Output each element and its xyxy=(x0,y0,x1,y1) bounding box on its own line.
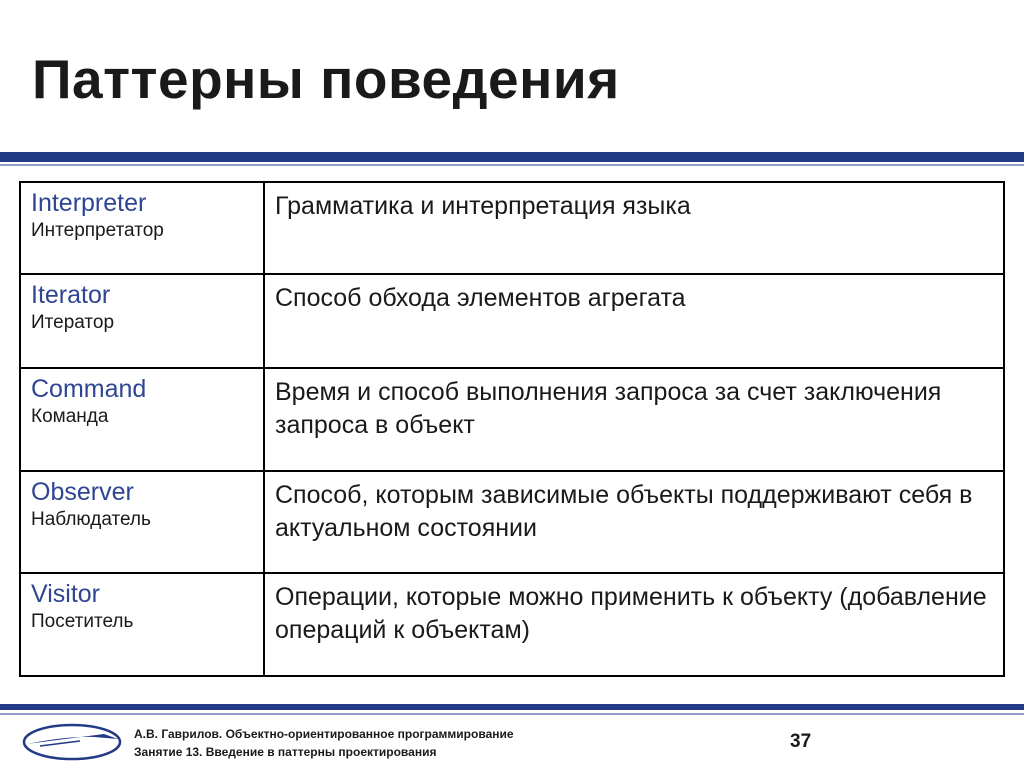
pattern-description-cell xyxy=(264,274,1004,368)
slide-title: Паттерны поведения xyxy=(32,48,620,110)
footer-lesson: Занятие 13. Введение в паттерны проектирования xyxy=(134,745,437,759)
pattern-description-cell xyxy=(264,471,1004,573)
pattern-name-cell xyxy=(20,471,264,573)
footer-author-course: А.В. Гаврилов. Объектно-ориентированное программирование xyxy=(134,727,514,741)
table-row xyxy=(20,471,1004,573)
pattern-description-cell xyxy=(264,368,1004,471)
pattern-description-cell xyxy=(264,182,1004,274)
pattern-name-en: Interpreter xyxy=(31,189,147,217)
pattern-description: Грамматика и интерпретация языка xyxy=(275,192,691,220)
pattern-name-cell xyxy=(20,274,264,368)
pattern-name-en: Command xyxy=(31,375,147,403)
pattern-name-ru: Команда xyxy=(31,406,109,427)
pattern-name-cell xyxy=(20,368,264,471)
table-row xyxy=(20,573,1004,676)
page-number: 37 xyxy=(790,731,812,752)
pattern-name-ru: Итератор xyxy=(31,312,115,333)
orbit-logo-icon xyxy=(20,718,124,764)
pattern-description: Операции, которые можно применить к объекту (добавление операций к объектам) xyxy=(275,583,987,644)
patterns-table xyxy=(19,181,1005,677)
pattern-name-ru: Наблюдатель xyxy=(31,509,151,530)
pattern-name-cell xyxy=(20,182,264,274)
pattern-description: Способ обхода элементов агрегата xyxy=(275,284,686,312)
pattern-name-ru: Посетитель xyxy=(31,611,134,632)
footer-divider-thick xyxy=(0,704,1024,710)
pattern-name-en: Observer xyxy=(31,478,134,506)
pattern-description-cell xyxy=(264,573,1004,676)
pattern-description: Способ, которым зависимые объекты поддерживают себя в актуальном состоянии xyxy=(275,481,973,542)
pattern-name-cell xyxy=(20,573,264,676)
title-divider-thick xyxy=(0,152,1024,162)
pattern-description: Время и способ выполнения запроса за счет заключения запроса в объект xyxy=(275,378,942,439)
pattern-name-en: Iterator xyxy=(31,281,111,309)
table-row xyxy=(20,274,1004,368)
footer-divider-thin xyxy=(0,713,1024,715)
pattern-name-en: Visitor xyxy=(31,580,101,608)
title-divider-thin xyxy=(0,164,1024,166)
table-row xyxy=(20,182,1004,274)
table-row xyxy=(20,368,1004,471)
pattern-name-ru: Интерпретатор xyxy=(31,220,164,241)
